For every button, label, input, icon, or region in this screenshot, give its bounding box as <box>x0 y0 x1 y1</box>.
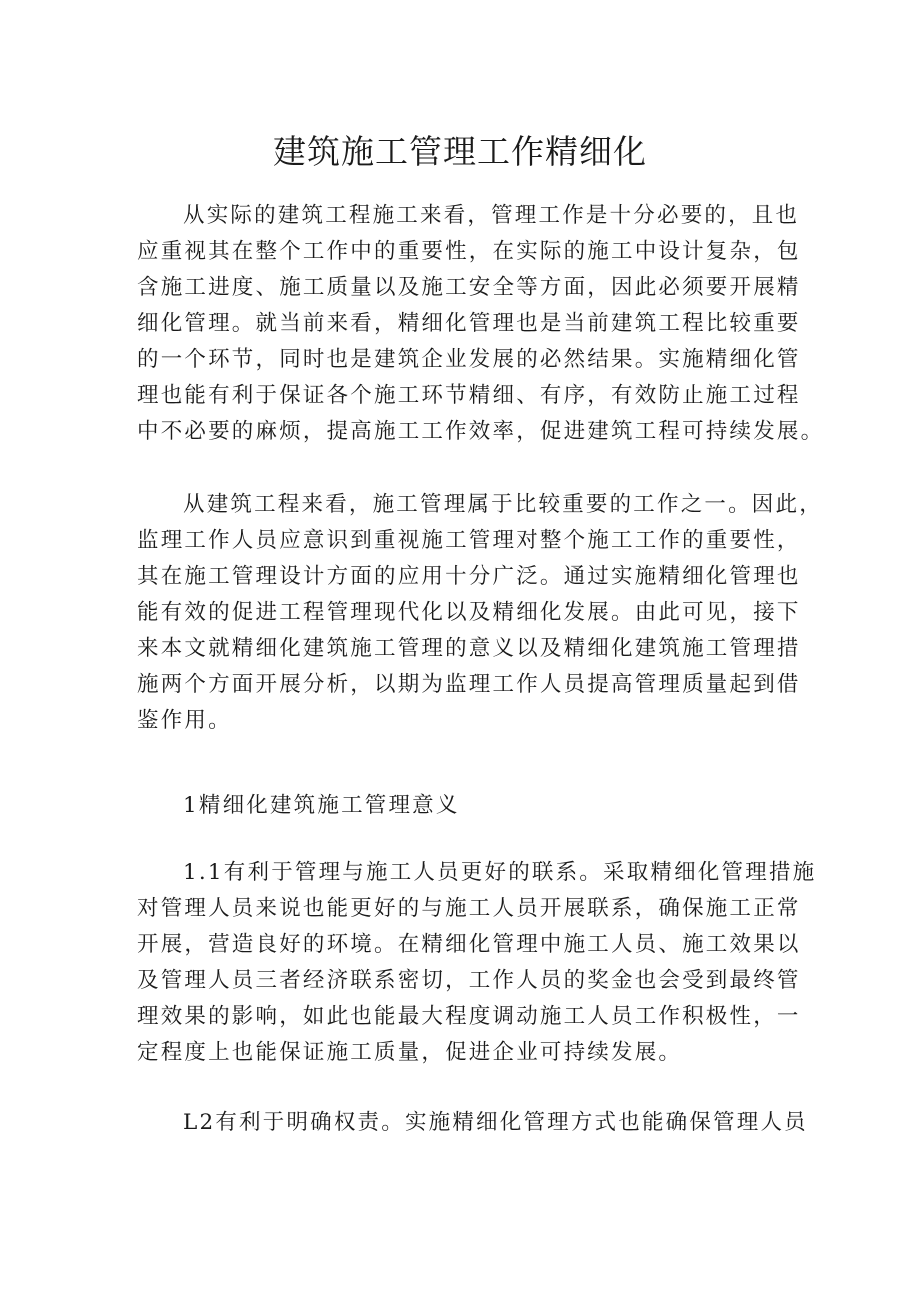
paragraph-line: 理也能有利于保证各个施工环节精细、有序，有效防止施工过程 <box>137 383 801 408</box>
paragraph-line: 对管理人员来说也能更好的与施工人员开展联系，确保施工正常 <box>137 896 801 921</box>
paragraph-line: 含施工进度、施工质量以及施工安全等方面，因此必须要开展精 <box>137 275 801 300</box>
paragraph-section-1-2 <box>137 1105 808 1141</box>
paragraph-line: 鉴作用。 <box>137 708 232 733</box>
paragraph-line: 从实际的建筑工程施工来看，管理工作是十分必要的，且也 <box>183 203 800 228</box>
paragraph-line: 理效果的影响，如此也能最大程度调动施工人员工作积极性，一 <box>137 1004 801 1029</box>
paragraph-overview <box>137 487 823 739</box>
paragraph-line: 来本文就精细化建筑施工管理的意义以及精细化建筑施工管理措 <box>137 636 801 661</box>
paragraph-line: 及管理人员三者经济联系密切，工作人员的奖金也会受到最终管 <box>137 968 801 993</box>
section-heading-text: 1精细化建筑施工管理意义 <box>183 793 460 818</box>
paragraph-line: 开展，营造良好的环境。在精细化管理中施工人员、施工效果以 <box>137 932 801 957</box>
paragraph-line: 监理工作人员应意识到重视施工管理对整个施工工作的重要性， <box>137 528 801 553</box>
paragraph-line: 能有效的促进工程管理现代化以及精细化发展。由此可见，接下 <box>137 600 801 625</box>
paragraph-intro <box>137 198 825 450</box>
section-heading-1 <box>137 788 805 824</box>
paragraph-section-1-1 <box>137 855 817 1071</box>
paragraph-line: L2有利于明确权责。实施精细化管理方式也能确保管理人员 <box>183 1110 808 1135</box>
paragraph-line: 的一个环节，同时也是建筑企业发展的必然结果。实施精细化管 <box>137 347 801 372</box>
paragraph-line: 从建筑工程来看，施工管理属于比较重要的工作之一。因此， <box>183 492 823 517</box>
paragraph-line: 应重视其在整个工作中的重要性，在实际的施工中设计复杂，包 <box>137 239 801 264</box>
paragraph-line: 中不必要的麻烦，提高施工工作效率，促进建筑工程可持续发展。 <box>137 419 825 444</box>
document-title: 建筑施工管理工作精细化 <box>273 132 647 171</box>
paragraph-line: 施两个方面开展分析，以期为监理工作人员提高管理质量起到借 <box>137 672 801 697</box>
paragraph-line: 定程度上也能保证施工质量，促进企业可持续发展。 <box>137 1040 683 1065</box>
paragraph-line: 其在施工管理设计方面的应用十分广泛。通过实施精细化管理也 <box>137 564 801 589</box>
paragraph-line: 1.1有利于管理与施工人员更好的联系。采取精细化管理措施 <box>183 860 817 885</box>
paragraph-line: 细化管理。就当前来看，精细化管理也是当前建筑工程比较重要 <box>137 311 801 336</box>
